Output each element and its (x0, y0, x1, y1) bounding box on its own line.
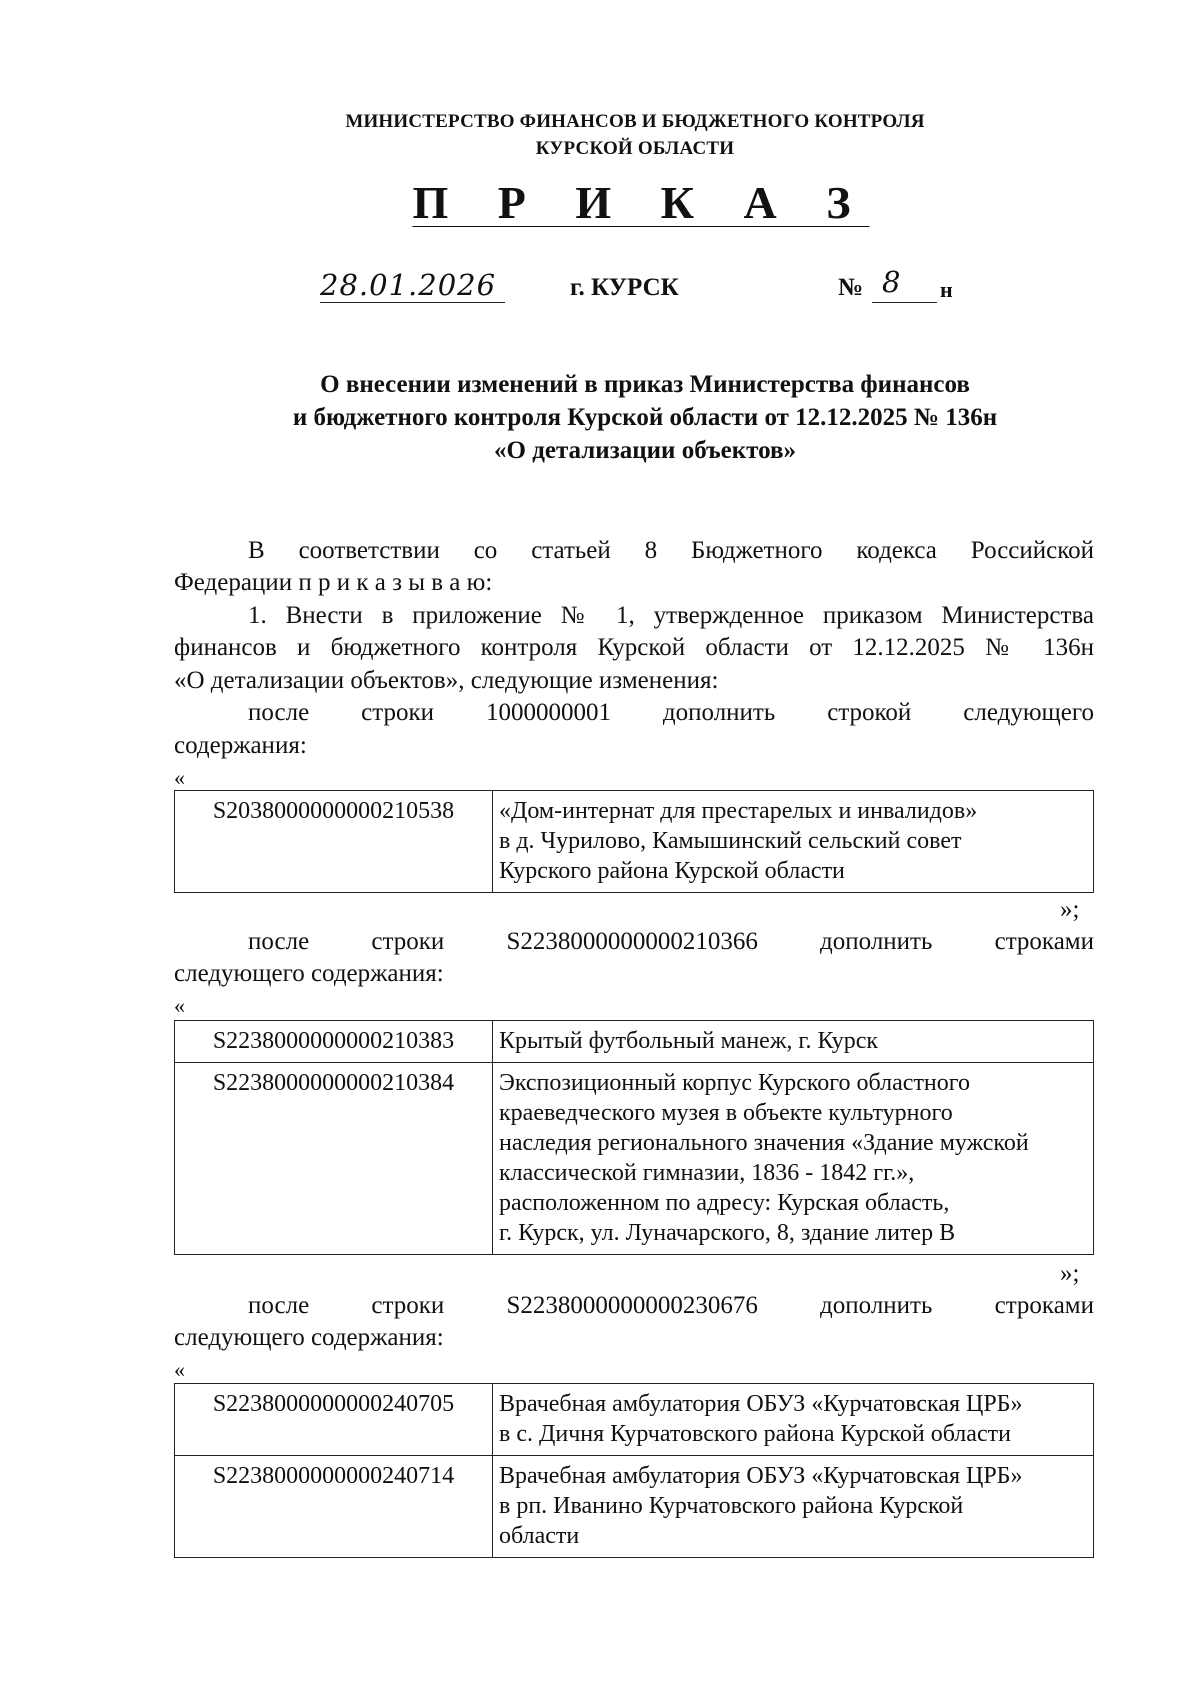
object-description (493, 1384, 1094, 1456)
doc-type-text: П Р И К А З (412, 177, 870, 228)
after1-line-2: содержания: (174, 732, 307, 759)
desc-line: Врачебная амбулатория ОБУЗ «Курчатовская ЦРБ» (499, 1391, 1023, 1417)
date-underline (320, 302, 505, 303)
ministry-line-2: КУРСКОЙ ОБЛАСТИ (535, 138, 735, 159)
table-row (175, 1384, 1094, 1456)
desc-line: в рп. Иванино Курчатовского района Курской (499, 1493, 964, 1519)
object-code: S2238000000000210383 (175, 1021, 493, 1063)
table-row (175, 1063, 1094, 1255)
intro-line-1: В соответствии со статьей 8 Бюджетного кодекса Российской (248, 537, 1094, 564)
ministry-header (0, 108, 1200, 162)
item1-line-2: финансов и бюджетного контроля Курской области от 12.12.2025 № 136н (174, 634, 1094, 661)
object-description (493, 1063, 1094, 1255)
desc-line: «Дом-интернат для престарелых и инвалидов» (499, 798, 978, 824)
desc-line: в с. Дичня Курчатовского района Курской области (499, 1421, 1011, 1447)
subject-line-2: и бюджетного контроля Курской области от 12.12.2025 № 136н (292, 404, 998, 431)
amend-table-2 (174, 1020, 1094, 1255)
desc-line: Экспозиционный корпус Курского областного (499, 1070, 971, 1096)
subject-line-1: О внесении изменений в приказ Министерства финансов (320, 371, 970, 398)
desc-line: Крытый футбольный манеж, г. Курск (499, 1028, 879, 1054)
table-row (175, 1456, 1094, 1558)
item1-line-3: «О детализации объектов», следующие изменения: (174, 667, 719, 694)
desc-line: наследия регионального значения «Здание мужской (499, 1130, 1029, 1156)
item1-line-1: 1. Внести в приложение № 1, утвержденное приказом Министерства (248, 602, 1094, 629)
object-code: S2238000000000240705 (175, 1384, 493, 1456)
desc-line: Курского района Курской области (499, 858, 845, 884)
doc-type-title (0, 176, 1200, 229)
desc-line: краеведческого музея в объекте культурного (499, 1100, 953, 1126)
amend-table-3 (174, 1383, 1094, 1558)
desc-line: Врачебная амбулатория ОБУЗ «Курчатовская ЦРБ» (499, 1463, 1023, 1489)
open-quote-2: « (174, 993, 185, 1018)
close-quote-1: »; (1060, 896, 1080, 923)
close-quote-2: »; (1060, 1260, 1080, 1287)
subject-line-3: «О детализации объектов» (494, 437, 796, 464)
open-quote-3: « (174, 1357, 185, 1382)
object-description (493, 1456, 1094, 1558)
doc-number: 8 (882, 265, 901, 299)
object-code: S2238000000000210384 (175, 1063, 493, 1255)
doc-number-label: № (838, 274, 864, 301)
after1-line-1: после строки 1000000001 дополнить строкой следующего (248, 699, 1094, 726)
after2-line-1: после строки S2238000000000210366 дополнить строками (248, 928, 1094, 955)
ministry-line-1: МИНИСТЕРСТВО ФИНАНСОВ И БЮДЖЕТНОГО КОНТРОЛЯ (345, 111, 925, 132)
number-underline (872, 302, 937, 303)
after3-line-1: после строки S2238000000000230676 дополнить строками (248, 1292, 1094, 1319)
table-row (175, 791, 1094, 893)
doc-date: 28.01.2026 (320, 268, 497, 302)
after3-line-2: следующего содержания: (174, 1324, 444, 1351)
doc-subject (0, 368, 1200, 467)
amend-table-1 (174, 790, 1094, 893)
object-description (493, 791, 1094, 893)
table-row (175, 1021, 1094, 1063)
desc-line: области (499, 1523, 580, 1549)
object-description (493, 1021, 1094, 1063)
after2-line-2: следующего содержания: (174, 960, 444, 987)
doc-number-suffix: н (940, 277, 953, 302)
open-quote-1: « (174, 765, 185, 790)
doc-city: г. КУРСК (570, 274, 679, 301)
desc-line: в д. Чурилово, Камышинский сельский совет (499, 828, 962, 854)
desc-line: г. Курск, ул. Луначарского, 8, здание литер В (499, 1220, 956, 1246)
object-code: S2038000000000210538 (175, 791, 493, 893)
desc-line: классической гимназии, 1836 - 1842 гг.», (499, 1160, 915, 1186)
desc-line: расположенном по адресу: Курская область, (499, 1190, 950, 1216)
object-code: S2238000000000240714 (175, 1456, 493, 1558)
intro-line-2: Федерации п р и к а з ы в а ю: (174, 569, 493, 596)
